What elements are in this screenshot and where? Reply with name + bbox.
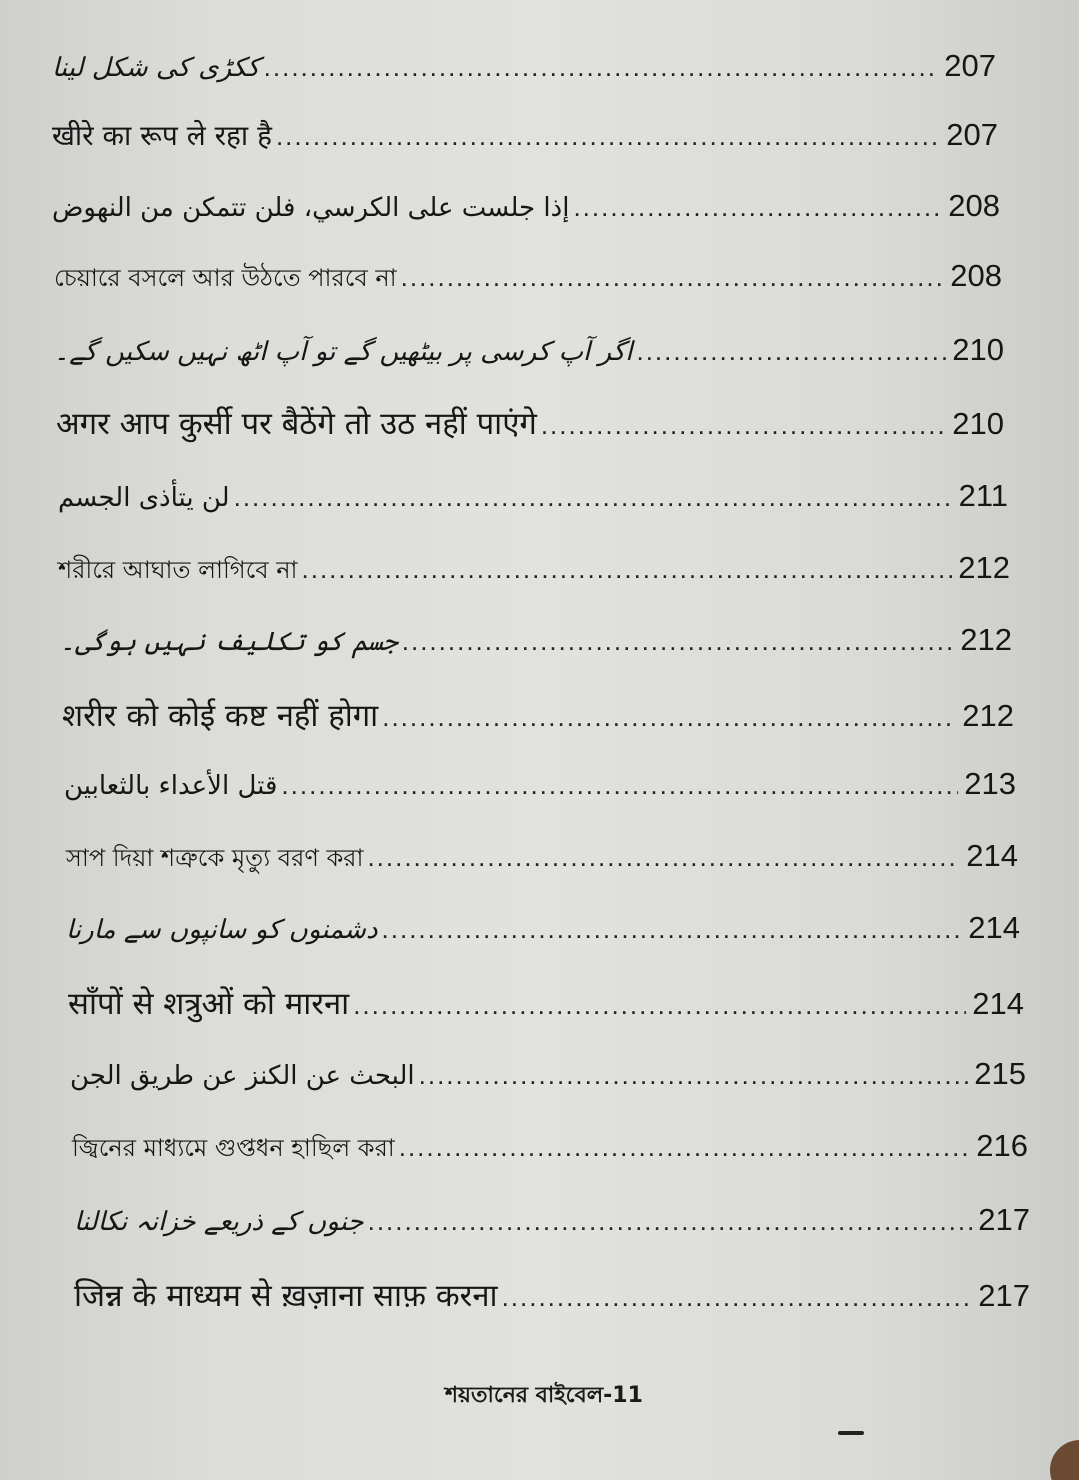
toc-entry bbox=[66, 910, 1020, 946]
toc-entry bbox=[70, 1056, 1026, 1092]
page-footer: শয়তানের বাইবেল-11 bbox=[445, 1383, 643, 1408]
toc-entry-page: 208 bbox=[948, 188, 1000, 223]
toc-entry-title: دشمنوں کو سانپوں سے مارنا bbox=[66, 915, 378, 945]
toc-entry bbox=[62, 694, 1014, 736]
toc-entry bbox=[52, 48, 996, 84]
toc-entry bbox=[74, 1202, 1030, 1238]
toc-entry-title: সাপ দিয়া শত্রুকে মৃত্যু বরণ করা bbox=[66, 844, 364, 872]
toc-entry-title: চেয়ারে বসলে আর উঠতে পারবে না bbox=[54, 264, 397, 292]
toc-entry-title: জ্বিনের মাধ্যমে গুপ্তধন হাছিল করা bbox=[72, 1134, 395, 1162]
toc-entry bbox=[58, 478, 1008, 514]
toc-entry-title: جسم کو تکلیف نہیں ہوگی۔ bbox=[60, 627, 398, 657]
dot-leader bbox=[264, 52, 939, 83]
toc-entry-page: 217 bbox=[978, 1202, 1030, 1237]
toc-entry-page: 207 bbox=[946, 117, 998, 152]
toc-entry bbox=[54, 258, 1002, 300]
toc-entry bbox=[56, 402, 1004, 444]
dot-leader bbox=[382, 702, 956, 733]
toc-entry-page: 216 bbox=[976, 1128, 1028, 1163]
toc-entry bbox=[72, 1128, 1028, 1170]
toc-entry-page: 210 bbox=[952, 332, 1004, 367]
toc-entry-title: ککڑی کی شکل لینا bbox=[52, 53, 260, 83]
toc-entry-page: 208 bbox=[950, 258, 1002, 293]
toc-entry-page: 217 bbox=[978, 1278, 1030, 1313]
toc-entry-page: 211 bbox=[958, 478, 1008, 513]
toc-entry-title: अगर आप कुर्सी पर बैठेंगे तो उठ नहीं पाएंगे bbox=[56, 406, 537, 442]
dot-leader bbox=[573, 192, 942, 223]
dot-leader bbox=[541, 410, 946, 441]
toc-entry bbox=[64, 766, 1016, 802]
toc-entry bbox=[74, 1274, 1030, 1316]
toc-entry-page: 214 bbox=[966, 838, 1018, 873]
toc-entry-title: शरीर को कोई कष्ट नहीं होगा bbox=[62, 698, 379, 734]
dot-leader bbox=[399, 1132, 971, 1163]
toc-entry-title: البحث عن الكنز عن طريق الجن bbox=[70, 1061, 415, 1091]
dot-leader bbox=[636, 336, 946, 367]
toc-entry-page: 214 bbox=[968, 910, 1020, 945]
dot-leader bbox=[419, 1060, 969, 1091]
toc-entry-page: 212 bbox=[958, 550, 1010, 585]
toc-entry-page: 214 bbox=[972, 986, 1024, 1021]
toc-entry-title: إذا جلست على الكرسي، فلن تتمكن من النهوض bbox=[52, 193, 570, 223]
dot-leader bbox=[276, 121, 940, 152]
toc-entry bbox=[60, 622, 1012, 658]
toc-entry-title: खीरे का रूप ले रहा है bbox=[52, 119, 272, 152]
dot-leader bbox=[401, 262, 945, 293]
dot-leader bbox=[502, 1282, 973, 1313]
dot-leader bbox=[234, 482, 953, 513]
dot-leader bbox=[382, 914, 963, 945]
toc-entry-title: শরীরে আঘাত লাগিবে না bbox=[58, 556, 298, 584]
decorative-dash bbox=[838, 1431, 864, 1435]
toc-entry-title: جنوں کے ذریعے خزانہ نکالنا bbox=[74, 1207, 364, 1237]
dot-leader bbox=[353, 990, 966, 1021]
toc-entry bbox=[54, 332, 1004, 368]
toc-entry bbox=[66, 838, 1018, 880]
dot-leader bbox=[367, 842, 960, 873]
dot-leader bbox=[302, 554, 953, 585]
toc-entry-page: 215 bbox=[974, 1056, 1026, 1091]
toc-entry-title: जिन्न के माध्यम से ख़ज़ाना साफ़ करना bbox=[74, 1278, 498, 1314]
toc-entry bbox=[68, 982, 1024, 1024]
toc-entry-page: 212 bbox=[960, 622, 1012, 657]
dot-leader bbox=[281, 770, 958, 801]
toc-entry-page: 207 bbox=[944, 48, 996, 83]
toc-entry bbox=[52, 116, 998, 154]
toc-entry-page: 210 bbox=[952, 406, 1004, 441]
dot-leader bbox=[368, 1206, 973, 1237]
toc-entry-title: साँपों से शत्रुओं को मारना bbox=[68, 986, 350, 1022]
toc-entry-title: قتل الأعداء بالثعابين bbox=[64, 771, 278, 801]
toc-entry-page: 212 bbox=[962, 698, 1014, 733]
toc-entry-title: اگر آپ کرسی پر بیٹھیں گے تو آپ اٹھ نہیں سکیں گے۔ bbox=[54, 337, 633, 367]
toc-entry-title: لن يتأذى الجسم bbox=[58, 483, 230, 513]
toc-entry-page: 213 bbox=[964, 766, 1016, 801]
toc-entry bbox=[58, 550, 1010, 592]
dot-leader bbox=[402, 626, 955, 657]
toc-entry bbox=[52, 188, 1000, 224]
